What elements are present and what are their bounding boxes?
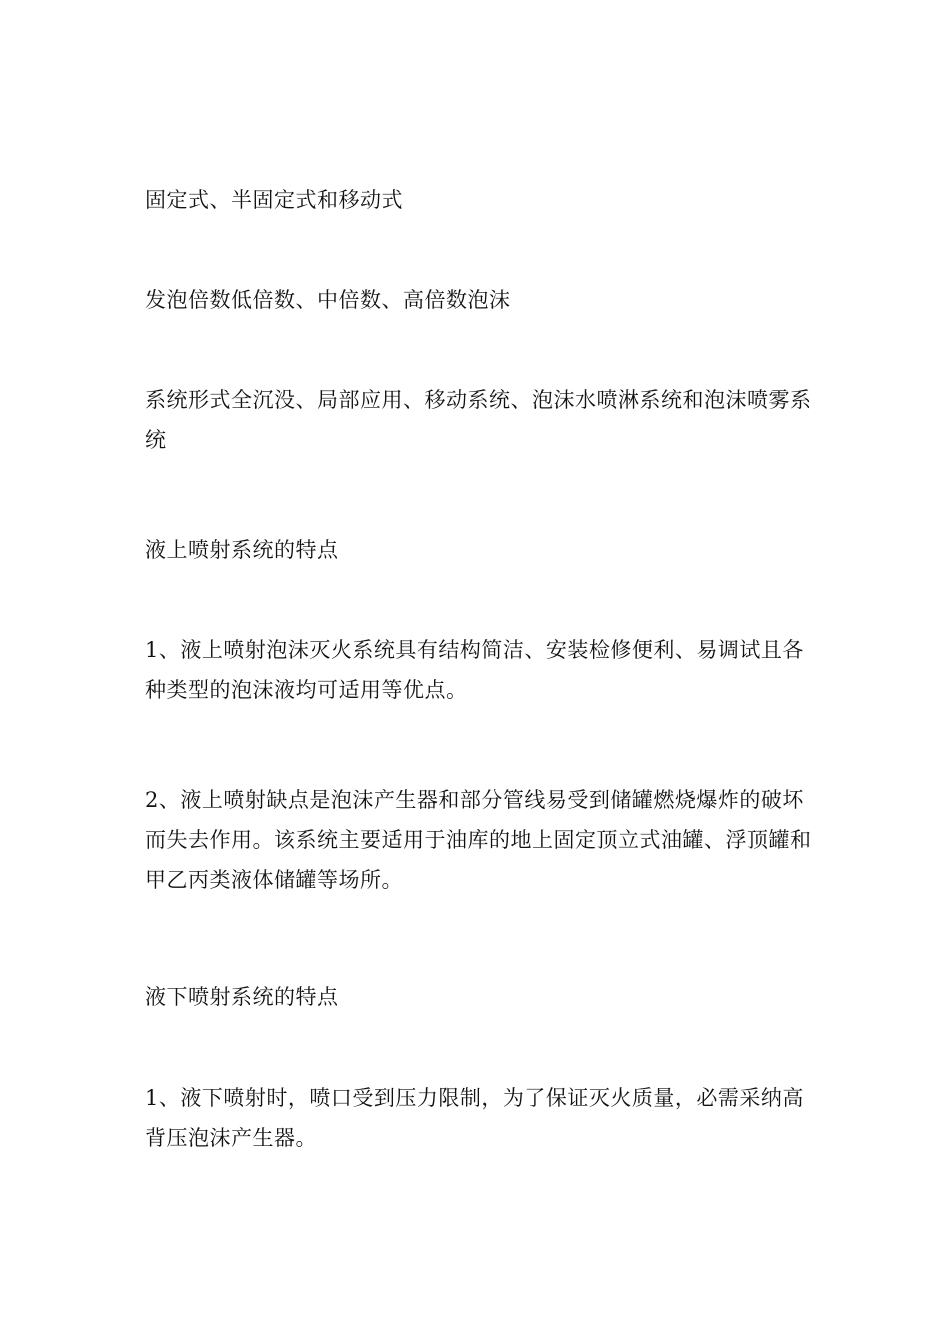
paragraph-subsurface-point-1: 1、液下喷射时，喷口受到压力限制，为了保证灭火质量，必需采纳高背压泡沫产生器。	[145, 1086, 804, 1150]
paragraph-installation-types: 固定式、半固定式和移动式	[145, 188, 403, 212]
paragraph-surface-advantages: 1、液上喷射泡沫灭火系统具有结构简洁、安装检修便利、易调试且各种类型的泡沫液均可适用等优点。	[145, 638, 804, 702]
heading-subsurface-injection: 液下喷射系统的特点	[145, 985, 339, 1009]
heading-surface-injection: 液上喷射系统的特点	[145, 538, 339, 562]
paragraph-system-forms: 系统形式全沉没、局部应用、移动系统、泡沫水喷淋系统和泡沫喷雾系统	[145, 388, 812, 452]
paragraph-surface-disadvantages: 2、液上喷射缺点是泡沫产生器和部分管线易受到储罐燃烧爆炸的破坏而失去作用。该系统主要适用于油库的地上固定顶立式油罐、浮顶罐和甲乙丙类液体储罐等场所。	[145, 788, 812, 892]
paragraph-expansion-ratio: 发泡倍数低倍数、中倍数、高倍数泡沫	[145, 288, 511, 312]
